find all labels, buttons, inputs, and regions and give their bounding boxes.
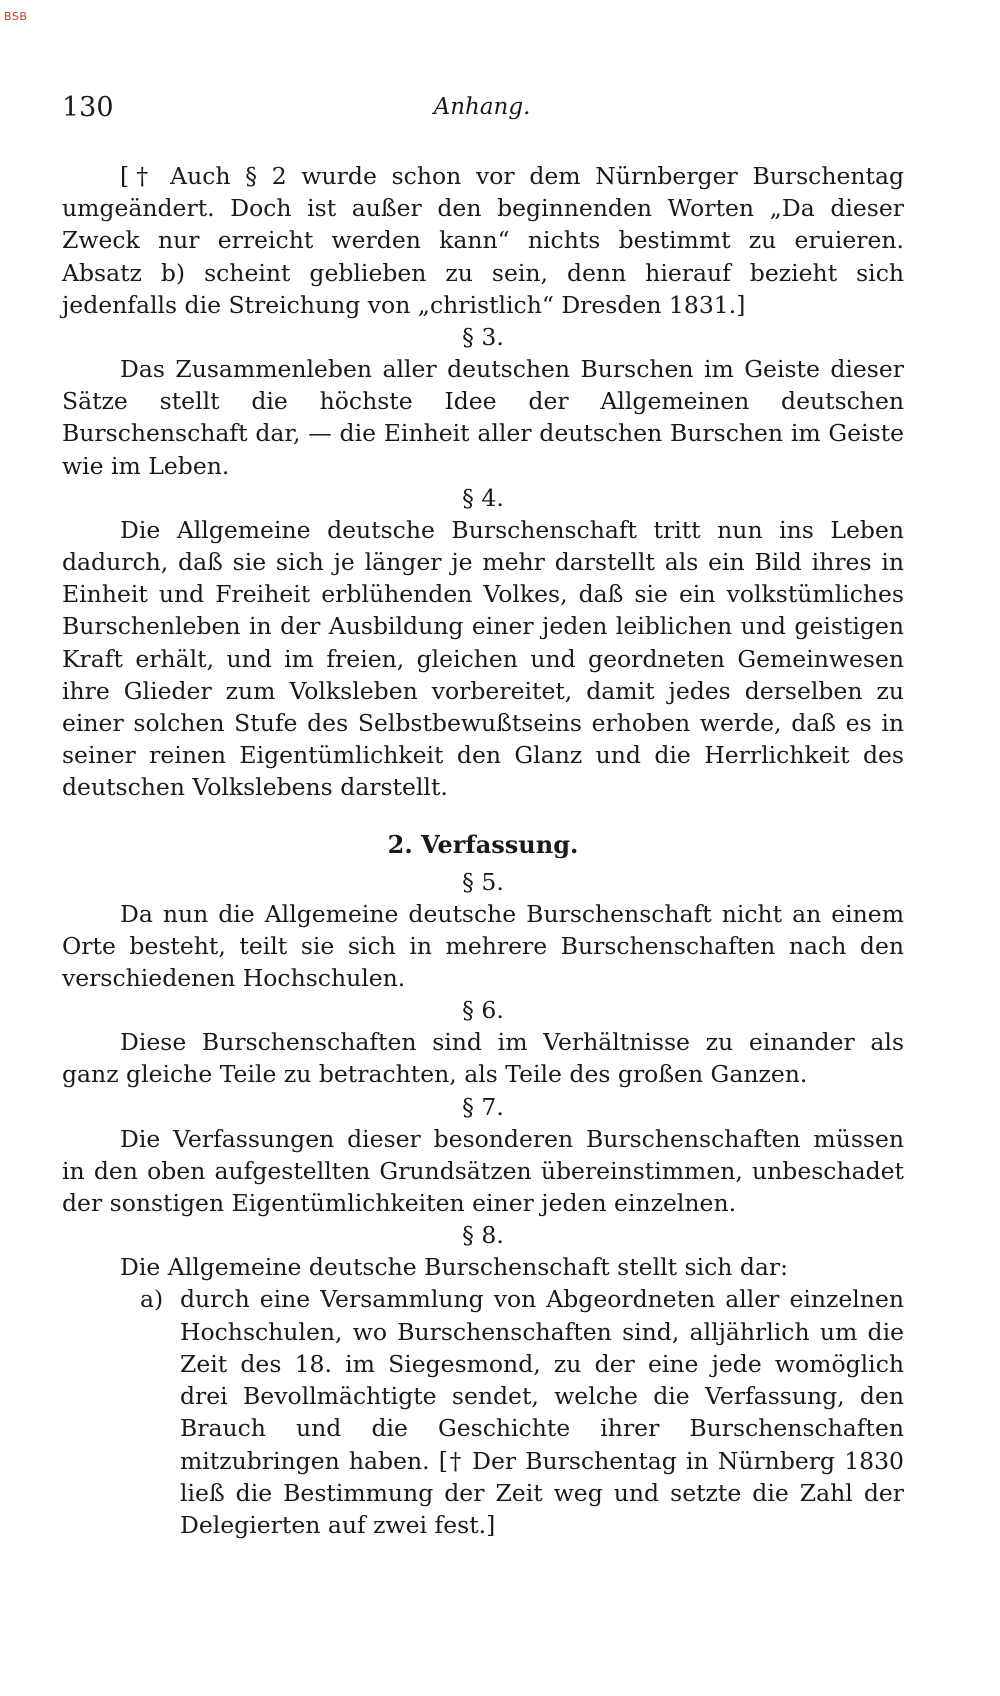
page-header: [62, 92, 902, 132]
paragraph-section-8: Die Allgemeine deutsche Burschenschaft stellt sich dar:: [120, 1253, 789, 1282]
section-number-8: § 8.: [462, 1221, 504, 1250]
library-watermark: BSB: [4, 10, 28, 23]
paragraph-section-7: Die Verfassungen dieser besonderen Burschenschaften müssen in den oben aufgestellten Grundsätzen übereinstimmen, unbeschadet der sonstigen Eigentümlichkeiten einer jeden einzelnen.: [62, 1124, 904, 1218]
section-number-7: § 7.: [462, 1092, 504, 1121]
section-number-3: § 3.: [462, 323, 504, 352]
section-number-6: § 6.: [462, 996, 504, 1025]
footnote-paragraph-section-2: [† Auch § 2 wurde schon vor dem Nürnberger Burschentag umgeändert. Doch ist außer den beginnenden Worten „Da dieser Zweck nur erreicht werden kann“ nichts bestimmt zu eruieren. Absatz b) scheint geblieben zu sein, denn hierauf bezieht sich jedenfalls die Streichung von „christlich“ Dresden 1831.]: [62, 162, 904, 319]
running-head: Anhang.: [433, 94, 531, 120]
paragraph-section-4: Die Allgemeine deutsche Burschenschaft tritt nun ins Leben dadurch, daß sie sich je länger je mehr darstellt als ein Bild ihres in Einheit und Freiheit erblühenden Volkes, daß sie ein volkstümliches Burschenleben in der Ausbildung einer jeden leiblichen und geistigen Kraft erhält, und im freien, gleichen und geordneten Gemeinwesen ihre Glieder zum Volksleben vorbereitet, damit jedes derselben zu einer solchen Stufe des Selbstbewußtseins erhoben werde, daß es in seiner reinen Eigentümlichkeit den Glanz und die Herrlichkeit des deutschen Volkslebens darstellt.: [62, 515, 904, 802]
page-body: [62, 160, 904, 1541]
section-number-4: § 4.: [462, 483, 504, 512]
paragraph-section-6: Diese Burschenschaften sind im Verhältnisse zu einander als ganz gleiche Teile zu betrachten, als Teile des großen Ganzen.: [62, 1028, 904, 1089]
paragraph-section-3: Das Zusammenleben aller deutschen Burschen im Geiste dieser Sätze stellt die höchste Idee der Allgemeinen deutschen Burschenschaft dar, — die Einheit aller deutschen Burschen im Geiste wie im Leben.: [62, 355, 904, 480]
chapter-heading-verfassung: 2. Verfassung.: [387, 829, 579, 859]
page-number: 130: [62, 92, 114, 123]
paragraph-section-5: Da nun die Allgemeine deutsche Burschenschaft nicht an einem Orte besteht, teilt sie sich in mehrere Burschenschaften nach den verschiedenen Hochschulen.: [62, 899, 904, 993]
section-number-5: § 5.: [462, 867, 504, 896]
list-item-a-text: durch eine Versammlung von Abgeordneten aller einzelnen Hochschulen, wo Burschenschaften sind, alljährlich um die Zeit des 18. im Siegesmond, zu der eine jede womöglich drei Bevollmächtigte sendet, welche die Verfassung, den Brauch und die Geschichte ihrer Burschenschaften mitzubringen haben. [† Der Burschentag in Nürnberg 1830 ließ die Bestimmung der Zeit weg und setzte die Zahl der Delegierten auf zwei fest.]: [180, 1285, 904, 1539]
list-item-a: [140, 1283, 904, 1541]
list-item-a-label: a): [140, 1285, 164, 1314]
